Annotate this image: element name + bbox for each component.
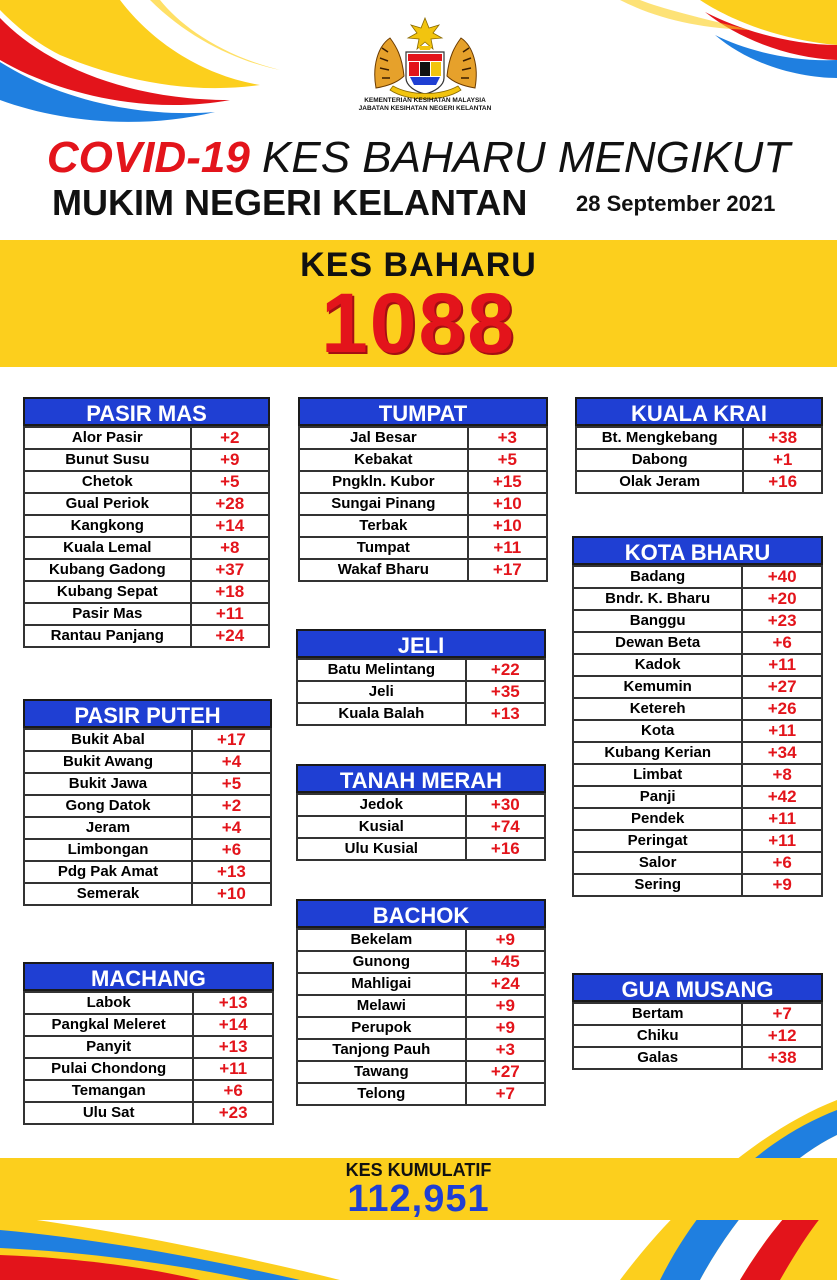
new-case-count: +45 (466, 951, 545, 973)
cumulative-number: 112,951 (347, 1178, 490, 1220)
district-machang (23, 962, 274, 1125)
mukim-name: Kota (573, 720, 742, 742)
new-case-count: +16 (743, 471, 822, 493)
table-row (24, 493, 269, 515)
district-header: PASIR PUTEH (23, 699, 272, 728)
table-row (573, 698, 822, 720)
district-table (296, 658, 546, 726)
table-row (24, 1058, 273, 1080)
new-case-count: +10 (468, 515, 547, 537)
table-row (24, 729, 271, 751)
mukim-name: Limbat (573, 764, 742, 786)
mukim-name: Jal Besar (299, 427, 468, 449)
ministry-line-1: KEMENTERIAN KESIHATAN MALAYSIA (364, 97, 486, 104)
new-case-count: +37 (191, 559, 269, 581)
new-case-count: +24 (466, 973, 545, 995)
table-row (24, 449, 269, 471)
table-row (24, 1014, 273, 1036)
mukim-name: Kangkong (24, 515, 191, 537)
cumulative-label: KES KUMULATIF (345, 1160, 492, 1180)
mukim-name: Pasir Mas (24, 603, 191, 625)
mukim-name: Bunut Susu (24, 449, 191, 471)
table-row (24, 625, 269, 647)
title-covid: COVID-19 (46, 133, 250, 182)
mukim-name: Dewan Beta (573, 632, 742, 654)
table-row (24, 773, 271, 795)
mukim-name: Telong (297, 1083, 466, 1105)
district-jeli (296, 629, 546, 726)
new-case-count: +42 (742, 786, 822, 808)
ministry-line-2: JABATAN KESIHATAN NEGERI KELANTAN (358, 105, 492, 112)
table-row (24, 751, 271, 773)
mukim-name: Terbak (299, 515, 468, 537)
mukim-name: Bekelam (297, 929, 466, 951)
new-case-count: +9 (466, 929, 545, 951)
new-case-count: +7 (742, 1003, 822, 1025)
mukim-name: Galas (573, 1047, 742, 1069)
new-case-count: +8 (742, 764, 822, 786)
new-case-count: +16 (466, 838, 545, 860)
new-case-count: +26 (742, 698, 822, 720)
mukim-name: Bukit Jawa (24, 773, 192, 795)
new-case-count: +28 (191, 493, 269, 515)
new-case-count: +6 (192, 839, 271, 861)
table-row (297, 681, 545, 703)
new-case-count: +2 (192, 795, 271, 817)
mukim-name: Kadok (573, 654, 742, 676)
district-header: TUMPAT (298, 397, 548, 426)
mukim-name: Sering (573, 874, 742, 896)
table-row (297, 659, 545, 681)
mukim-name: Perupok (297, 1017, 466, 1039)
table-row (24, 992, 273, 1014)
new-case-count: +24 (191, 625, 269, 647)
new-case-count: +9 (466, 1017, 545, 1039)
new-case-count: +13 (193, 992, 273, 1014)
new-case-count: +34 (742, 742, 822, 764)
table-row (299, 449, 547, 471)
table-row (24, 1102, 273, 1124)
table-row (573, 808, 822, 830)
table-row (24, 537, 269, 559)
table-row (573, 610, 822, 632)
district-table (298, 426, 548, 582)
new-case-count: +23 (193, 1102, 273, 1124)
district-header: MACHANG (23, 962, 274, 991)
district-pasir-puteh (23, 699, 272, 906)
mukim-name: Kubang Sepat (24, 581, 191, 603)
table-row (573, 786, 822, 808)
mukim-name: Kuala Balah (297, 703, 466, 725)
page-title-line-1 (0, 132, 837, 184)
mukim-name: Chiku (573, 1025, 742, 1047)
mukim-name: Pulai Chondong (24, 1058, 193, 1080)
table-row (299, 559, 547, 581)
new-case-count: +38 (743, 427, 822, 449)
mukim-name: Pdg Pak Amat (24, 861, 192, 883)
district-table (572, 1002, 823, 1070)
new-case-count: +9 (742, 874, 822, 896)
new-case-count: +9 (466, 995, 545, 1017)
new-case-count: +10 (192, 883, 271, 905)
table-row (24, 1036, 273, 1058)
new-cases-label: KES BAHARU (300, 246, 537, 284)
table-row (576, 471, 822, 493)
new-case-count: +4 (192, 751, 271, 773)
table-row (573, 764, 822, 786)
mukim-name: Jeli (297, 681, 466, 703)
district-header: PASIR MAS (23, 397, 270, 426)
new-case-count: +3 (466, 1039, 545, 1061)
new-case-count: +14 (193, 1014, 273, 1036)
table-row (573, 742, 822, 764)
table-row (24, 603, 269, 625)
table-row (297, 816, 545, 838)
new-case-count: +13 (466, 703, 545, 725)
new-case-count: +11 (742, 654, 822, 676)
mukim-name: Peringat (573, 830, 742, 852)
mukim-name: Sungai Pinang (299, 493, 468, 515)
table-row (573, 676, 822, 698)
new-case-count: +18 (191, 581, 269, 603)
new-case-count: +15 (468, 471, 547, 493)
new-case-count: +12 (742, 1025, 822, 1047)
table-row (24, 861, 271, 883)
district-header: JELI (296, 629, 546, 658)
district-table (23, 991, 274, 1125)
table-row (24, 795, 271, 817)
table-row (299, 493, 547, 515)
table-row (24, 559, 269, 581)
district-tanah-merah (296, 764, 546, 861)
new-case-count: +27 (742, 676, 822, 698)
coat-of-arms-logo (368, 16, 483, 102)
table-row (297, 929, 545, 951)
mukim-name: Olak Jeram (576, 471, 743, 493)
mukim-name: Mahligai (297, 973, 466, 995)
new-case-count: +3 (468, 427, 547, 449)
new-case-count: +11 (742, 830, 822, 852)
district-bachok (296, 899, 546, 1106)
table-row (299, 471, 547, 493)
mukim-name: Gunong (297, 951, 466, 973)
new-case-count: +6 (742, 632, 822, 654)
district-header: BACHOK (296, 899, 546, 928)
table-row (299, 515, 547, 537)
table-row (573, 852, 822, 874)
mukim-name: Kemumin (573, 676, 742, 698)
mukim-name: Kubang Gadong (24, 559, 191, 581)
mukim-name: Salor (573, 852, 742, 874)
table-row (24, 883, 271, 905)
table-row (297, 838, 545, 860)
table-row (299, 537, 547, 559)
new-case-count: +14 (191, 515, 269, 537)
new-case-count: +6 (193, 1080, 273, 1102)
mukim-name: Ulu Sat (24, 1102, 193, 1124)
mukim-name: Melawi (297, 995, 466, 1017)
district-kuala-krai (575, 397, 823, 494)
district-kota-bharu (572, 536, 823, 897)
mukim-name: Ulu Kusial (297, 838, 466, 860)
mukim-name: Kusial (297, 816, 466, 838)
new-case-count: +10 (468, 493, 547, 515)
district-table (23, 426, 270, 648)
mukim-name: Banggu (573, 610, 742, 632)
new-case-count: +35 (466, 681, 545, 703)
mukim-name: Jedok (297, 794, 466, 816)
mukim-name: Jeram (24, 817, 192, 839)
mukim-name: Pangkal Meleret (24, 1014, 193, 1036)
district-gua-musang (572, 973, 823, 1070)
table-row (573, 874, 822, 896)
title-rest: KES BAHARU MENGIKUT (249, 133, 791, 182)
report-date: 28 September 2021 (576, 191, 776, 216)
new-case-count: +5 (192, 773, 271, 795)
table-row (573, 654, 822, 676)
table-row (573, 720, 822, 742)
new-case-count: +30 (466, 794, 545, 816)
new-case-count: +13 (192, 861, 271, 883)
mukim-name: Panyit (24, 1036, 193, 1058)
new-case-count: +23 (742, 610, 822, 632)
mukim-name: Ketereh (573, 698, 742, 720)
mukim-name: Dabong (576, 449, 743, 471)
new-case-count: +38 (742, 1047, 822, 1069)
mukim-name: Pngkln. Kubor (299, 471, 468, 493)
table-row (24, 471, 269, 493)
table-row (24, 581, 269, 603)
mukim-name: Bukit Awang (24, 751, 192, 773)
new-case-count: +13 (193, 1036, 273, 1058)
district-header: GUA MUSANG (572, 973, 823, 1002)
new-case-count: +1 (743, 449, 822, 471)
district-pasir-mas (23, 397, 270, 648)
table-row (24, 1080, 273, 1102)
mukim-name: Gong Datok (24, 795, 192, 817)
table-row (576, 427, 822, 449)
table-row (573, 632, 822, 654)
district-tumpat (298, 397, 548, 582)
mukim-name: Wakaf Bharu (299, 559, 468, 581)
mukim-name: Tanjong Pauh (297, 1039, 466, 1061)
table-row (297, 951, 545, 973)
new-case-count: +9 (191, 449, 269, 471)
table-row (573, 1047, 822, 1069)
table-row (24, 839, 271, 861)
new-case-count: +4 (192, 817, 271, 839)
table-row (24, 817, 271, 839)
new-case-count: +2 (191, 427, 269, 449)
mukim-name: Tawang (297, 1061, 466, 1083)
table-row (297, 1083, 545, 1105)
new-case-count: +17 (192, 729, 271, 751)
mukim-name: Gual Periok (24, 493, 191, 515)
district-header: KOTA BHARU (572, 536, 823, 565)
mukim-name: Temangan (24, 1080, 193, 1102)
new-case-count: +5 (191, 471, 269, 493)
new-case-count: +11 (742, 808, 822, 830)
table-row (576, 449, 822, 471)
new-case-count: +11 (468, 537, 547, 559)
new-case-count: +8 (191, 537, 269, 559)
new-cases-number: 1088 (321, 276, 516, 370)
table-row (573, 566, 822, 588)
table-row (297, 1061, 545, 1083)
ministry-caption (330, 97, 520, 113)
table-row (297, 973, 545, 995)
mukim-name: Tumpat (299, 537, 468, 559)
mukim-name: Badang (573, 566, 742, 588)
mukim-name: Chetok (24, 471, 191, 493)
mukim-name: Rantau Panjang (24, 625, 191, 647)
page-title-line-2: MUKIM NEGERI KELANTAN (52, 182, 528, 223)
new-case-count: +40 (742, 566, 822, 588)
table-row (299, 427, 547, 449)
mukim-name: Pendek (573, 808, 742, 830)
mukim-name: Limbongan (24, 839, 192, 861)
new-case-count: +27 (466, 1061, 545, 1083)
new-case-count: +5 (468, 449, 547, 471)
mukim-name: Kuala Lemal (24, 537, 191, 559)
new-case-count: +20 (742, 588, 822, 610)
table-row (573, 588, 822, 610)
mukim-name: Alor Pasir (24, 427, 191, 449)
district-table (296, 793, 546, 861)
new-case-count: +7 (466, 1083, 545, 1105)
mukim-name: Panji (573, 786, 742, 808)
mukim-name: Semerak (24, 883, 192, 905)
mukim-name: Bertam (573, 1003, 742, 1025)
mukim-name: Bndr. K. Bharu (573, 588, 742, 610)
district-header: KUALA KRAI (575, 397, 823, 426)
mukim-name: Kebakat (299, 449, 468, 471)
district-table (23, 728, 272, 906)
district-table (296, 928, 546, 1106)
new-case-count: +11 (193, 1058, 273, 1080)
table-row (297, 1039, 545, 1061)
table-row (573, 830, 822, 852)
mukim-name: Bukit Abal (24, 729, 192, 751)
mukim-name: Labok (24, 992, 193, 1014)
new-case-count: +74 (466, 816, 545, 838)
district-header: TANAH MERAH (296, 764, 546, 793)
new-case-count: +6 (742, 852, 822, 874)
mukim-name: Bt. Mengkebang (576, 427, 743, 449)
table-row (573, 1025, 822, 1047)
table-row (24, 427, 269, 449)
table-row (297, 1017, 545, 1039)
table-row (297, 703, 545, 725)
table-row (297, 794, 545, 816)
new-case-count: +11 (742, 720, 822, 742)
district-table (572, 565, 823, 897)
table-row (573, 1003, 822, 1025)
mukim-name: Batu Melintang (297, 659, 466, 681)
table-row (24, 515, 269, 537)
new-case-count: +17 (468, 559, 547, 581)
district-table (575, 426, 823, 494)
table-row (297, 995, 545, 1017)
new-case-count: +22 (466, 659, 545, 681)
mukim-name: Kubang Kerian (573, 742, 742, 764)
new-case-count: +11 (191, 603, 269, 625)
